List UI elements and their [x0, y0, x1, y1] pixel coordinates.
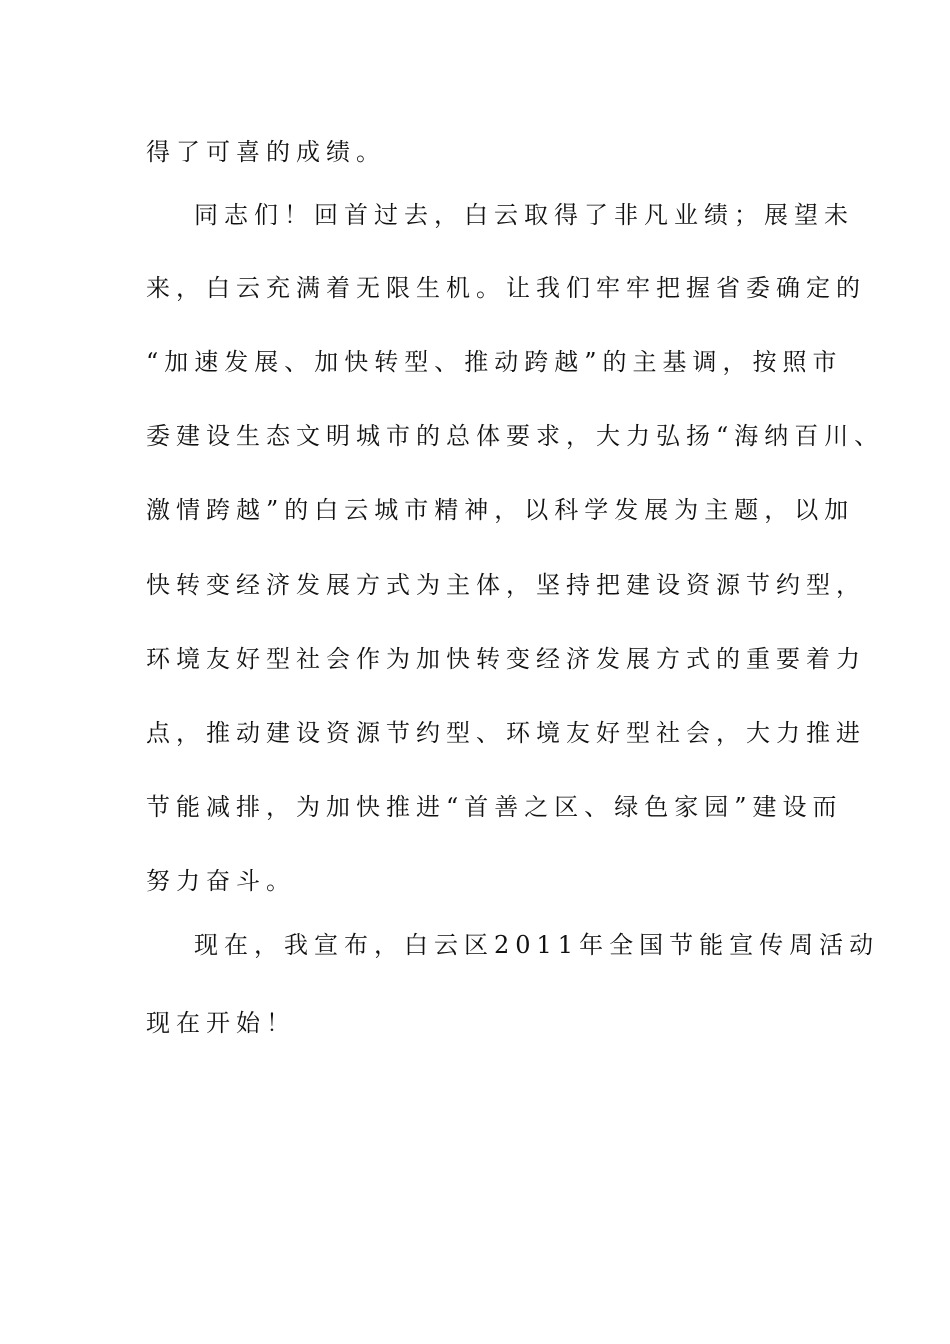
text-line: 环境友好型社会作为加快转变经济发展方式的重要着力 [146, 645, 866, 673]
text-line: 快转变经济发展方式为主体，坚持把建设资源节约型， [146, 571, 866, 599]
text-line: 委建设生态文明城市的总体要求，大力弘扬“海纳百川、 [146, 422, 885, 450]
text-line: 现在，我宣布，白云区2011年全国节能宣传周活动 [194, 931, 880, 959]
text-line: 同志们！回首过去，白云取得了非凡业绩；展望未 [194, 201, 854, 229]
text-line: 得了可喜的成绩。 [146, 138, 386, 166]
text-line: 节能减排，为加快推进“首善之区、绿色家园”建设而 [146, 793, 843, 821]
text-line: 努力奋斗。 [146, 867, 296, 895]
text-line: 现在开始！ [146, 1009, 296, 1037]
text-line: “加速发展、加快转型、推动跨越”的主基调，按照市 [146, 348, 843, 376]
text-line: 点，推动建设资源节约型、环境友好型社会，大力推进 [146, 719, 866, 747]
text-line: 激情跨越”的白云城市精神，以科学发展为主题，以加 [146, 496, 855, 524]
text-line: 来，白云充满着无限生机。让我们牢牢把握省委确定的 [146, 274, 866, 302]
